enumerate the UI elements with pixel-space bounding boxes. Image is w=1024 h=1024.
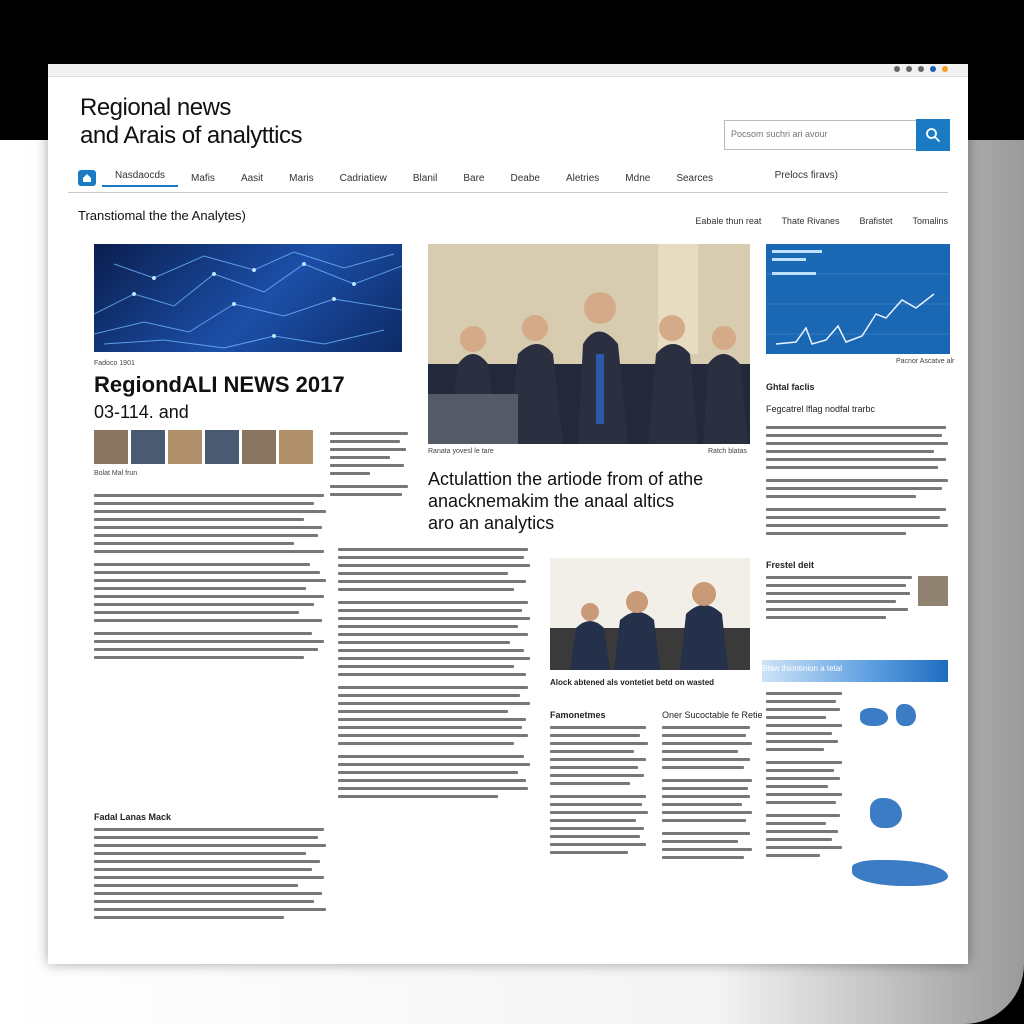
feature-body-text [338,548,534,803]
browser-topbar [48,64,968,77]
feature-right-text [662,726,754,864]
share-dot-icon[interactable] [918,66,924,72]
thumbnail-image[interactable] [131,430,165,464]
feature-title-line-3: aro an analytics [428,513,555,533]
site-title-line-2: and Arais of analyttics [80,122,302,149]
thumbnail-strip [94,430,313,464]
nav-item-3[interactable]: Maris [289,172,314,184]
main-nav [78,166,938,190]
search-input[interactable] [725,121,917,147]
notification-dot-icon[interactable] [942,66,948,72]
settings-dot-icon[interactable] [906,66,912,72]
sidebar-body-text [766,426,950,540]
chart-caption: Pacnor Ascatve alr [896,358,955,365]
footer-body-text [94,828,330,924]
nav-item-1[interactable]: Mafis [191,172,215,184]
news-page [48,64,968,964]
site-title[interactable] [80,94,500,150]
author-avatar[interactable] [918,576,948,606]
nav-item-7[interactable]: Deabe [510,172,540,184]
menu-dot-icon[interactable] [894,66,900,72]
home-icon[interactable] [78,170,96,186]
thumbnail-image[interactable] [242,430,276,464]
search-icon [925,127,941,143]
nav-item-9[interactable]: Mdne [625,172,651,184]
nav-item-5[interactable]: Blanil [412,172,438,184]
lead-subheadline: 03-114. and [94,402,189,422]
section-heading: Transtiomal the the Analytes) [78,208,246,223]
sidebar-body-text-2 [766,576,914,624]
thumbnail-image[interactable] [279,430,313,464]
sidebar-heading-3[interactable]: Frestel deit [766,560,815,570]
sidebar-stats-text [766,692,846,862]
analytics-chart-panel[interactable] [766,244,950,354]
map-region[interactable] [852,860,948,886]
press-conference-photo[interactable] [428,244,750,444]
nav-item-8[interactable]: Aletries [565,172,600,184]
nav-divider [68,192,948,193]
profile-dot-icon[interactable] [930,66,936,72]
map-region[interactable] [896,704,916,726]
nav-item-10[interactable]: Searces [676,172,713,184]
lead-photo-caption: Bolat Mal frun [94,470,138,477]
footer-label-left[interactable]: Fadal Lanas Mack [94,812,172,822]
lead-kicker: Fadoco 1901 [94,360,135,367]
search-button[interactable] [916,119,950,151]
search-box [724,120,918,150]
nav-item-0[interactable]: Nasdaocds [102,170,178,187]
feature-label-right[interactable]: Oner Sucoctable fe Retie [662,710,763,720]
nav-right-link[interactable]: Prelocs firavs) [774,170,838,181]
thumbnail-image[interactable] [205,430,239,464]
subnav-item-2[interactable]: Brafistet [859,216,893,226]
map-region[interactable] [870,798,902,828]
subnav-item-0[interactable]: Eabale thun reat [695,216,762,226]
thumbnail-image[interactable] [94,430,128,464]
subnav-item-3[interactable]: Tomalins [912,216,948,226]
photo-caption-right: Ratch blatas [708,448,747,455]
feature-article-title[interactable] [428,468,748,534]
lead-side-text [330,432,410,501]
sidebar-heading-2[interactable]: Fegcatrel lflag nodfal trarbc [766,404,876,414]
map-region[interactable] [860,708,888,726]
lead-headline[interactable]: RegiondALI NEWS 2017 [94,372,345,397]
stat-label: Blaw thiontinion a tetal [762,664,843,673]
nav-item-2[interactable]: Aasit [240,172,264,184]
thumbnail-image[interactable] [168,430,202,464]
meeting-photo[interactable] [550,558,750,670]
section-subnav [695,216,948,226]
photo-caption-left: Ranata yovesl le tare [428,448,494,455]
nav-item-4[interactable]: Cadriatiew [339,172,387,184]
subnav-item-1[interactable]: Thate Rivanes [781,216,840,226]
feature-label-left[interactable]: Famonetmes [550,710,606,720]
network-hero-image[interactable] [94,244,402,352]
feature-title-line-2: anacknemakim the anaal altics [428,491,675,511]
meeting-photo-caption: Alock abtened als vontetiet betd on wasted [550,678,715,687]
lead-body-text [94,494,330,664]
feature-left-text [550,726,650,859]
sidebar-heading-1[interactable]: Ghtal faclis [766,382,815,392]
site-title-line-1: Regional news [80,94,231,121]
feature-title-line-1: Actulattion the artiode from of athe [428,469,704,489]
nav-item-6[interactable]: Bare [463,172,485,184]
regional-map[interactable] [848,688,948,918]
